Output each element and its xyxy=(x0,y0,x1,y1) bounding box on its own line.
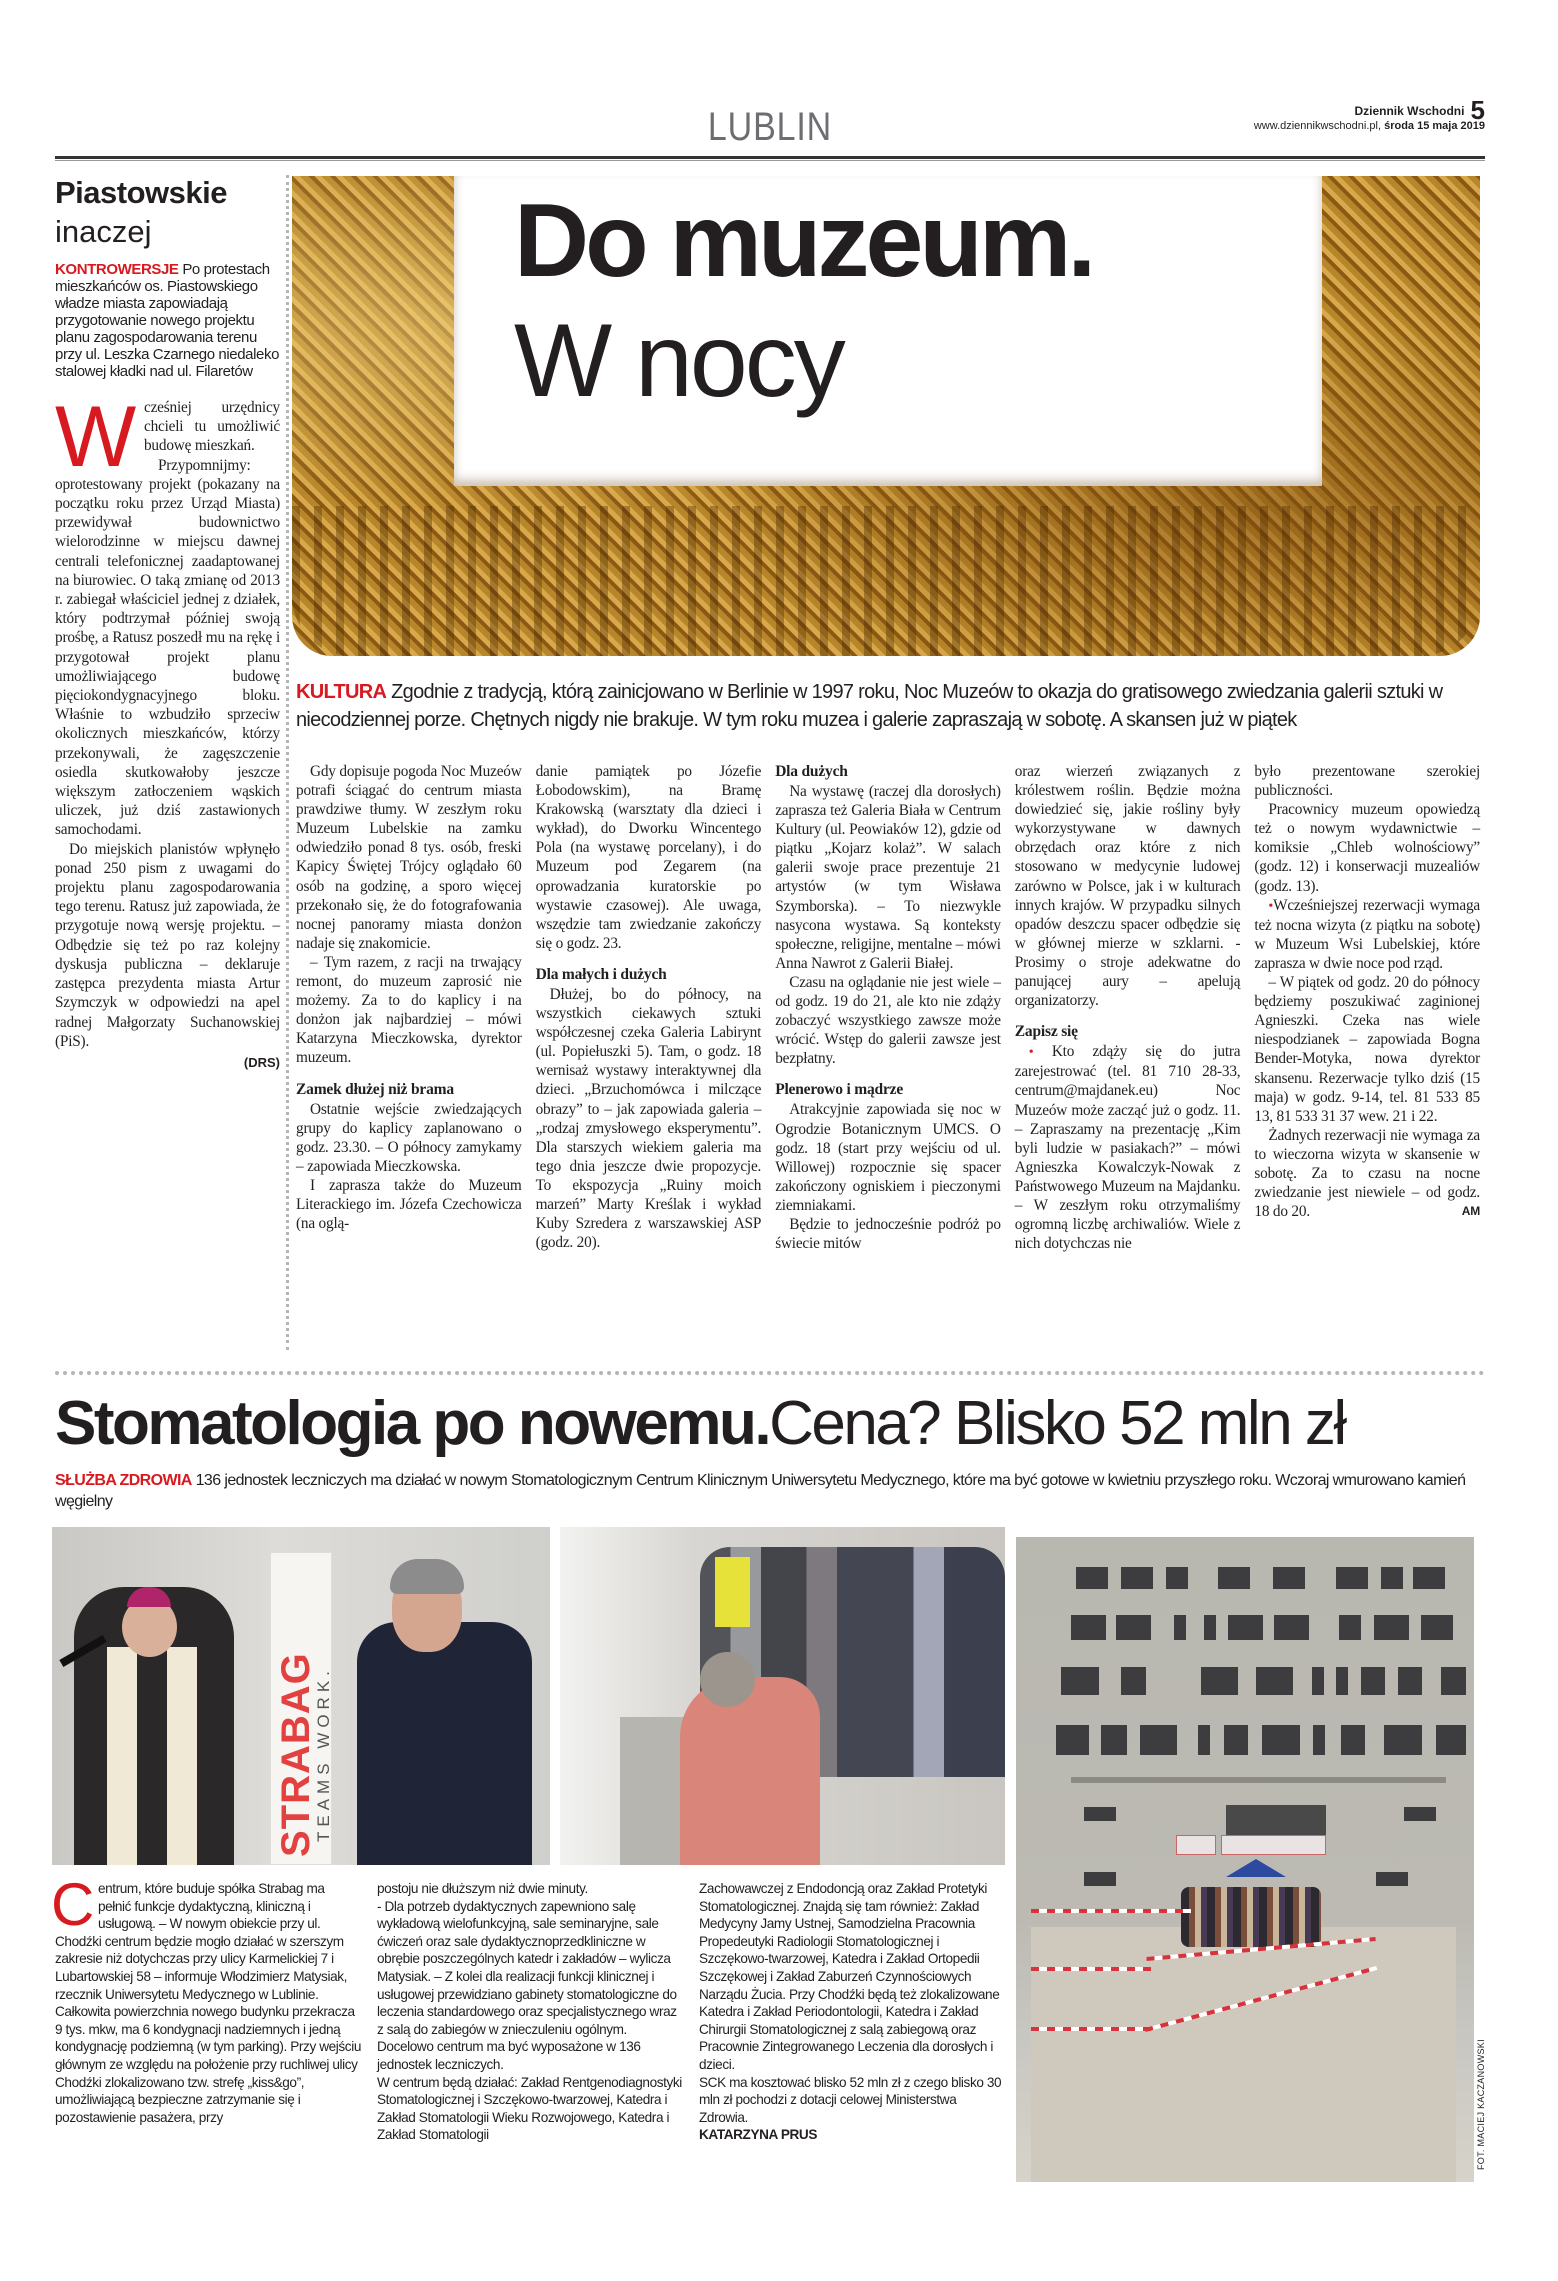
sidebar-byline: (DRS) xyxy=(243,1054,280,1070)
article-column-4: oraz wierzeń związanych z królestwem roślin. Będzie można dowiedzieć się, jakie rośliny były wykorzystywane w dawnych obrzędach oraz które z nich stosowano w medycynie ludowej zarówno w Polsce, jak i w kulturach innych krajów. W przypadku silnych opadów deszczu spacer odbędzie się w głównej mierze w szklarni. - Prosimy o stroje adekwatne do panującej aury – apelują organizatorzy. Zapisz się • Kto zdąży się do jutra zarejestrować (tel. 81 710 28-33, centrum@majdanek.eu) Noc Muzeów może zacząć już o godz. 11. – Zapraszamy na prezentację „Kim byli ludzie w pasiakach?” – mówi Agnieszka Kowalczyk-Nowak z Państwowego Muzeum na Majdanku. – W zeszłym roku otrzymaliśmy ogromną liczbę archiwaliów. Wiele z nich dotychczas nie xyxy=(1014,763,1241,1253)
section-title: LUBLIN xyxy=(707,105,833,149)
second-standfirst: SŁUŻBA ZDROWIA 136 jednostek leczniczych ma działać w nowym Stomatologicznym Centrum Klinicznym Uniwersytetu Medycznego, które ma być gotowe w kwietniu przyszłego roku. Wczoraj wmurowano kamień węgielny xyxy=(55,1472,1466,1510)
masthead xyxy=(55,95,1485,155)
dropcap: C xyxy=(51,1871,94,1938)
sidebar-paragraph: Wcześniej urzędnicy chcieli tu umożliwić budowę mieszkań. xyxy=(55,389,280,485)
photo-blessing-ceremony: STRABAG TEAMS WORK. xyxy=(52,1527,550,1865)
article-column-2: postoju nie dłuższym niż dwie minuty. - Dla potrzeb dydaktycznych zapewniono salę wykładową wielofunkcyjną, sale seminaryjne, sale ćwiczeń oraz sale dydaktycznoprzedkliniczne w obrębie poszczególnych katedr i zakładów – wylicza Matysiak. – Z kolei dla realizacji funkcji klinicznej i usługowej przewidziano gabinety stomatologiczne do leczenia standardowego oraz specjalistycznego wraz z salą do zabiegów w znieczuleniu ogólnym. Docelowo centrum ma być wyposażone w 136 jednostek leczniczych. W centrum będą działać: Zakład Rentgenodiagnostyki Stomatologicznej i Szczękowo-twarzowej, Katedra i Zakład Stomatologii Wieku Rozwojowego, Katedra i Zakład Stomatologii xyxy=(377,1881,682,2143)
issue-date: środa 15 maja 2019 xyxy=(1384,120,1485,132)
bullet-icon: • xyxy=(1268,898,1274,914)
article-column-1: Centrum, które buduje spółka Strabag ma pełnić funkcje dydaktyczną, kliniczną i usługową. – W nowym obiekcie przy ul. Chodźki centrum będzie mogło działać w szerszym zakresie niż dotychczas przy ulicy Karmelickiej 7 i Lubartowskiej 58 – informuje Włodzimierz Matysiak, rzecznik Uniwersytetu Medycznego w Lublinie. Całkowita powierzchnia nowego budynku przekracza 9 tys. mkw, ma 6 kondygnacji nadziemnych i jedną kondygnację podziemną (w tym parking). Przy wejściu głównym ze względu na położenie przy ruchliwej ulicy Chodźki zlokalizowano tzw. strefę „kiss&go”, umożliwiającą bezpieczne zatrzymanie się i pozostawienie pasażera, przy xyxy=(51,1871,361,2125)
photo-building-construction xyxy=(1016,1527,1474,2182)
subheading: Zapisz się xyxy=(1014,1023,1078,1041)
article-author: KATARZYNA PRUS xyxy=(699,2127,817,2143)
article-column-1: Gdy dopisuje pogoda Noc Muzeów potrafi ściągać do centrum miasta prawdziwe tłumy. W zeszłym roku Muzeum Lubelskie na zamku odwiedziło ponad 8 tys. osób, freski Kapicy Świętej Trójcy oglądało 60 osób na godzinę, a sporo więcej przekonało się, że do fotografowania nocnej panoramy miasta donżon nadaje się znakomicie. – Tym razem, z racji na trwający remont, do muzeum zaprosić nie możemy. Za to do kaplicy i na donżon jak najbardziej – mówi Katarzyna Mieczkowska, dyrektor muzeum. Zamek dłużej niż brama Ostatnie wejście zwiedzających grupy do kaplicy zaplanowano o godz. 23.30. – O północy zamykamy – zapowiada Mieczkowska. I zaprasza także do Muzeum Literackiego im. Józefa Czechowicza (na oglą- xyxy=(296,763,522,1233)
bullet-icon: • xyxy=(1028,1045,1034,1061)
masthead-divider xyxy=(55,156,1485,159)
sidebar-kicker: KONTROWERSJE xyxy=(55,261,179,278)
dropcap: W xyxy=(55,389,136,485)
main-headline-sub: W nocy xyxy=(514,303,843,419)
column-divider xyxy=(286,175,289,1350)
blue-tent xyxy=(1226,1859,1286,1877)
article-column-2: danie pamiątek po Józefie Łobodowskim), na Bramę Krakowską (warsztaty dla dzieci i wykład), do Dworku Wincentego Pola (na wystawę porcelany), i do Muzeum pod Zegarem (na oprowadzania kuratorskie po wystawie czasowej). Ale uwaga, wszędzie tam zwiedzanie zakończy się o godz. 23. Dla małych i dużych Dłużej, bo do północy, na wszystkich ciekawych sztuki współczesnej czeka Galeria Labirynt (ul. Popiełuszki 5). Tam, o godz. 18 wernisaż wystawy interaktywnej dla dzieci. „Brzuchomówca i milczące obrazy” to – jak zapowiada galeria – „rodzaj zmysłowego eksperymentu”. Dla starszych wiekiem galeria ma tego dnia jeszcze dwie propozycje. To ekspozycja „Ruiny moich marzeń” Marty Kreślak i wykład Kuby Szredera z warszawskiej ASP (godz. 20). xyxy=(535,763,762,1252)
subheading: Plenerowo i mądrze xyxy=(775,1081,904,1099)
second-headline: Stomatologia po nowemu.Cena? Blisko 52 mln zł xyxy=(55,1389,1345,1458)
paper-info: Dziennik Wschodni 5 www.dziennikwschodni.pl, środa 15 maja 2019 xyxy=(1253,95,1485,132)
sidebar-headline: Piastowskie xyxy=(55,175,227,210)
gilded-frame-image xyxy=(292,176,1480,656)
section-divider xyxy=(55,1371,1485,1375)
strabag-banner: STRABAG xyxy=(274,1652,318,1857)
main-headline: Do muzeum. xyxy=(514,183,1093,299)
article-column-3: Zachowawczej z Endodoncją oraz Zakład Protetyki Stomatologicznej. Znajdą się tam również: Zakład Medycyny Jamy Ustnej, Samodzielna Pracownia Propedeutyki Radiologii Stomatologicznej i Szczękowo-twarzowej, Katedra i Zakład Ortopedii Szczękowej i Zakład Zaburzeń Czynnościowych Narządu Żucia. Przy Chodźki będą też zlokalizowane Katedra i Zakład Periodontologii, Katedra i Zakład Chirurgii Stomatologicznej z salą zabiegową oraz Pracownie Zintegrowanego Leczenia dla dorosłych i dzieci. SCK ma kosztować blisko 52 mln zł z czego blisko 30 mln zł pochodzi z dotacji celowej Ministerstwa Zdrowia. KATARZYNA PRUS xyxy=(699,1880,1005,2144)
sidebar-body xyxy=(55,389,280,1051)
crowd xyxy=(1181,1887,1321,1947)
subheading: Dla dużych xyxy=(775,763,848,780)
paper-name: Dziennik Wschodni xyxy=(1354,104,1465,118)
subheading: Dla małych i dużych xyxy=(535,965,667,983)
main-article-body xyxy=(296,762,1480,1352)
photo-credit: FOT. MACIEJ KACZANOWSKI xyxy=(1476,2039,1486,2170)
second-kicker: SŁUŻBA ZDROWIA xyxy=(55,1472,192,1489)
masthead-divider-thin xyxy=(55,160,1485,161)
subheading: Zamek dłużej niż brama xyxy=(296,1080,454,1098)
strabag-banner xyxy=(1221,1835,1326,1855)
article-column-5: było prezentowane szerokiej publiczności. Pracownicy muzeum opowiedzą też o nowym wydawnictwie – komiksie „Chleb wolnościowy” (godz. 12) i konserwacji muzealiów (godz. 13). •Wcześniejszej rezerwacji wymaga też nocna wizyta (z piątku na sobotę) w Muzeum Wsi Lubelskiej, które zaprasza w dwie noce pod rząd. – W piątek od godz. 20 do północy będziemy poszukiwać zaginionej Agnieszki. Czeka nas wiele niespodzianek – zapowiada Bogna Bender-Motyka, nowa dyrektor skansenu. Rezerwacje tylko dziś (15 maja) w godz. 9-14, tel. 81 533 85 13, 81 533 31 37 wew. 21 i 22. Żadnych rezerwacji nie wymaga za to wieczorna wizyta w skansenie w sobotę. Za to czasu na nocne zwiedzanie jest niewiele – od godz. 18 do 20. AM xyxy=(1254,763,1480,1221)
sidebar-paragraph: Do miejskich planistów wpłynęło ponad 250 pism z uwagami do projektu planu zagospodarowania tego terenu. Ratusz już zapowiada, że przygotuje nową wersję projektu. – Odbędzie się też po raz kolejny dyskusja publiczna – deklaruje zastępca prezydenta miasta Artur Szymczyk w odpowiedzi na apel radnej Małgorzaty Suchanowskiej (PiS). xyxy=(55,840,280,1050)
article-byline: AM xyxy=(1461,1204,1480,1219)
sidebar-headline-light: inaczej xyxy=(55,214,152,249)
article-column-3: Dla dużych Na wystawę (raczej dla dorosłych) zaprasza też Galeria Biała w Centrum Kultury (ul. Peowiaków 12), gdzie od piątku „Kojarz kolaż”. W salach galerii swoje prace prezentuje 21 artystów (w tym Wisława Szymborska). – To niezwykle nasycona wystawa. Są konteksty społeczne, religijne, mentalne – mówi Anna Nawrot z Galerii Białej. Czasu na oglądanie nie jest wiele – od godz. 19 do 21, ale kto nie zdąży zobaczyć wszystkiego zawsze może wrócić. Wstęp do galerii zawsze jest bezpłatny. Plenerowo i mądrze Atrakcyjnie zapowiada się noc w Ogrodzie Botanicznym UMCS. O godz. 18 (start przy wejściu od ul. Willowej) rozpocznie się spacer zakończony ogniskiem i pieczonymi ziemniakami. Będzie to jednocześnie podróż po świecie mitów xyxy=(775,763,1001,1253)
sidebar-paragraph: Przypomnijmy: oprotestowany projekt (pokazany na początku roku przez Urząd Miasta) przewidywał budownictwo wielorodzinne w miejscu dawnej centrali telefonicznej zaadaptowanej na biurowiec. O taką zmianę od 2013 r. zabiegał właściciel jednej z działek, który podtrzymał później swoją prośbę, a Ratusz poszedł mu na rękę i przygotował projekt planu umożliwiającego budowę pięciokondygnacyjnego bloku. Właśnie to wzbudziło sprzeciw okolicznych mieszkańców, którzy przekonywali, że zagęszczenie osiedla skutkowałoby jeszcze większym zatłoczeniem wąskich uliczek, już dziś zastawionych samochodami. xyxy=(55,456,280,839)
sidebar-lead: KONTROWERSJE Po protestach mieszkańców os. Piastowskiego władze miasta zapowiadają przygotowanie nowego projektu planu zagospodarowania terenu przy ul. Leszka Czarnego niedaleko stalowej kładki nad ul. Filaretów xyxy=(55,261,280,380)
main-standfirst: KULTURA Zgodnie z tradycją, którą zainicjowano w Berlinie w 1997 roku, Noc Muzeów to okazja do gratisowego zwiedzania galerii sztuki w niecodziennej porze. Chętnych nigdy nie brakuje. W tym roku muzea i galerie zapraszają w sobotę. A skansen już w piątek xyxy=(296,681,1443,731)
photo-cornerstone-laying xyxy=(560,1527,1005,1865)
page-number: 5 xyxy=(1470,95,1485,125)
paper-url[interactable]: www.dziennikwschodni.pl xyxy=(1253,120,1378,132)
main-kicker: KULTURA xyxy=(296,681,387,703)
sidebar-article xyxy=(55,175,280,1070)
second-article-body xyxy=(51,1871,1005,2144)
